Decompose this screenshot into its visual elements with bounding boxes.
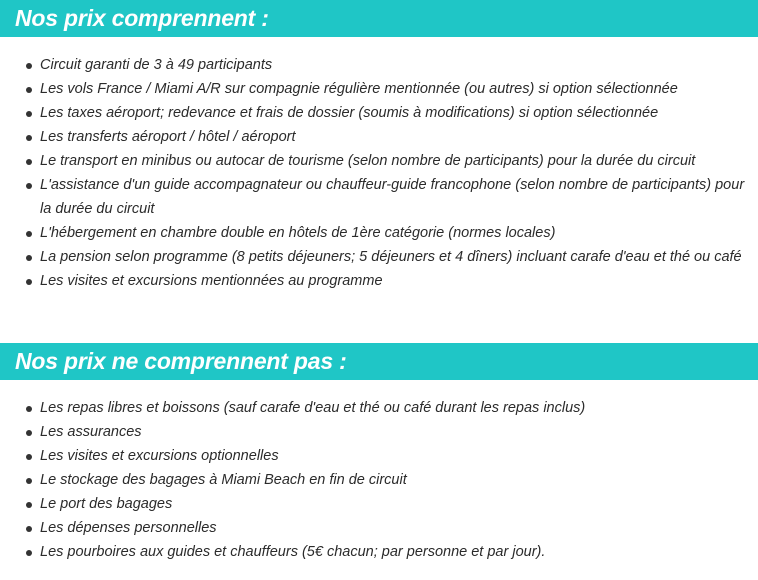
list-item-text: Circuit garanti de 3 à 49 participants xyxy=(40,57,273,73)
bullet-icon xyxy=(26,454,32,460)
list-item xyxy=(0,77,752,101)
list-item xyxy=(0,53,752,77)
list-item-text: Les visites et excursions optionnelles xyxy=(40,448,279,464)
list-item-text: L'hébergement en chambre double en hôtels de 1ère catégorie (normes locales) xyxy=(40,225,556,241)
included-list xyxy=(0,53,758,293)
list-item xyxy=(0,540,752,564)
bullet-icon xyxy=(26,430,32,436)
list-item-text: La pension selon programme (8 petits déjeuners; 5 déjeuners et 4 dîners) incluant carafe d'eau et thé ou café xyxy=(40,249,742,265)
list-item xyxy=(0,420,752,444)
excluded-list xyxy=(0,396,758,564)
bullet-icon xyxy=(26,183,32,189)
list-item xyxy=(0,149,752,173)
list-item xyxy=(0,468,752,492)
list-item-text: Les vols France / Miami A/R sur compagnie régulière mentionnée (ou autres) si option sélectionnée xyxy=(40,81,678,97)
bullet-icon xyxy=(26,502,32,508)
list-item xyxy=(0,173,752,221)
list-item xyxy=(0,492,752,516)
list-item xyxy=(0,101,752,125)
list-item-text: Les dépenses personnelles xyxy=(40,520,217,536)
list-item-text: Les transferts aéroport / hôtel / aéroport xyxy=(40,129,296,145)
bullet-icon xyxy=(26,87,32,93)
list-item-text: Les pourboires aux guides et chauffeurs (5€ chacun; par personne et par jour). xyxy=(40,544,546,560)
list-item-text: Les visites et excursions mentionnées au programme xyxy=(40,273,383,289)
bullet-icon xyxy=(26,255,32,261)
bullet-icon xyxy=(26,406,32,412)
list-item-text: Le port des bagages xyxy=(40,496,173,512)
bullet-icon xyxy=(26,63,32,69)
included-section-title: Nos prix comprennent : xyxy=(0,0,758,37)
list-item xyxy=(0,269,752,293)
bullet-icon xyxy=(26,478,32,484)
list-item xyxy=(0,444,752,468)
list-item xyxy=(0,245,752,269)
list-item xyxy=(0,221,752,245)
bullet-icon xyxy=(26,135,32,141)
list-item xyxy=(0,125,752,149)
bullet-icon xyxy=(26,111,32,117)
list-item-text: L'assistance d'un guide accompagnateur ou chauffeur-guide francophone (selon nombre de participants) pour la durée du circuit xyxy=(40,177,745,217)
list-item xyxy=(0,516,752,540)
list-item-text: Les repas libres et boissons (sauf carafe d'eau et thé ou café durant les repas inclus) xyxy=(40,400,586,416)
excluded-section-title: Nos prix ne comprennent pas : xyxy=(0,343,758,380)
list-item-text: Les assurances xyxy=(40,424,142,440)
bullet-icon xyxy=(26,550,32,556)
bullet-icon xyxy=(26,526,32,532)
list-item xyxy=(0,396,752,420)
list-item-text: Le stockage des bagages à Miami Beach en fin de circuit xyxy=(40,472,407,488)
bullet-icon xyxy=(26,279,32,285)
bullet-icon xyxy=(26,231,32,237)
list-item-text: Les taxes aéroport; redevance et frais de dossier (soumis à modifications) si option sélectionnée xyxy=(40,105,659,121)
bullet-icon xyxy=(26,159,32,165)
list-item-text: Le transport en minibus ou autocar de tourisme (selon nombre de participants) pour la durée du circuit xyxy=(40,153,696,169)
